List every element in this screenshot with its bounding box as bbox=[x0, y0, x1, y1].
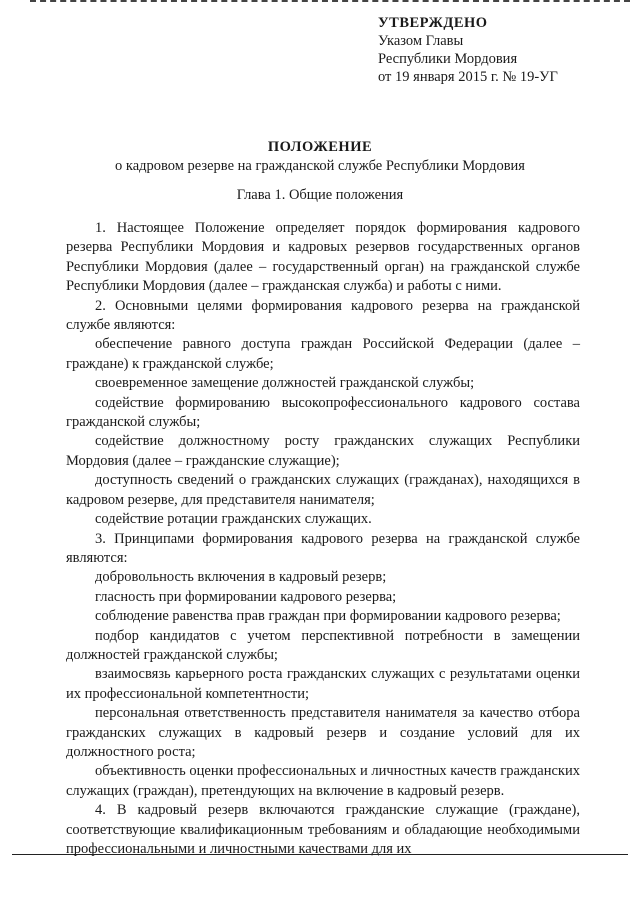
approval-stamp bbox=[378, 14, 628, 86]
paragraph: доступность сведений о гражданских служащих (гражданах), находящихся в кадровом резерве, для представителя нанимателя; bbox=[66, 472, 580, 508]
paragraph: подбор кандидатов с учетом перспективной потребности в замещении должностей гражданской службы; bbox=[66, 627, 580, 663]
top-edge-rule bbox=[30, 0, 630, 2]
paragraph: персональная ответственность представителя нанимателя за качество отбора гражданских служащих в кадровый резерв и создание условий для их должностного роста; bbox=[66, 705, 580, 760]
paragraph: 4. В кадровый резерв включаются гражданские служащие (граждане), соответствующие квалификационным требованиям и обладающие необходимыми профессиональными и личностными качествами для их bbox=[66, 802, 580, 857]
approved-by-decree: Указом Главы bbox=[378, 33, 464, 49]
paragraph: добровольность включения в кадровый резерв; bbox=[95, 569, 387, 586]
document-title-block bbox=[60, 138, 580, 176]
paragraph: взаимосвязь карьерного роста гражданских служащих с результатами оценки их профессиональной компетентности; bbox=[66, 666, 580, 702]
paragraph: обеспечение равного доступа граждан Российской Федерации (далее – граждане) к гражданской службе; bbox=[66, 336, 580, 372]
document-body bbox=[66, 219, 580, 859]
approved-republic: Республики Мордовия bbox=[378, 51, 518, 67]
paragraph: содействие ротации гражданских служащих. bbox=[95, 511, 372, 528]
chapter-heading: Глава 1. Общие положения bbox=[236, 187, 404, 203]
paragraph: гласность при формировании кадрового резерва; bbox=[95, 588, 397, 605]
document-subtitle: о кадровом резерве на гражданской службе Республики Мордовия bbox=[115, 158, 525, 174]
paragraph: 1. Настоящее Положение определяет порядок формирования кадрового резерва Республики Мордовия и кадровых резервов государственных органов Республики Мордовия (далее – государственный орган) на гражданской службе Республики Мордовия (далее – гражданская служба) и работы с ними. bbox=[66, 220, 580, 295]
paragraph: объективность оценки профессиональных и личностных качеств гражданских служащих (граждан), претендующих на включение в кадровый резерв. bbox=[66, 763, 580, 799]
document-title: ПОЛОЖЕНИЕ bbox=[267, 139, 373, 155]
paragraph: содействие формированию высокопрофессионального кадрового состава гражданской службы; bbox=[66, 394, 580, 431]
paragraph: 3. Принципами формирования кадрового резерва на гражданской службе являются: bbox=[66, 530, 580, 566]
paragraph: 2. Основными целями формирования кадрового резерва на гражданской службе являются: bbox=[66, 297, 580, 334]
paragraph: своевременное замещение должностей гражданской службы; bbox=[95, 375, 475, 392]
approved-date-number: от 19 января 2015 г. № 19-УГ bbox=[378, 69, 558, 85]
approved-label: УТВЕРЖДЕНО bbox=[378, 15, 488, 31]
paragraph: соблюдение равенства прав граждан при формировании кадрового резерва; bbox=[95, 608, 561, 625]
paragraph: содействие должностному росту гражданских служащих Республики Мордовия (далее – гражданские служащие); bbox=[66, 433, 580, 469]
bottom-edge-rule bbox=[12, 854, 628, 855]
